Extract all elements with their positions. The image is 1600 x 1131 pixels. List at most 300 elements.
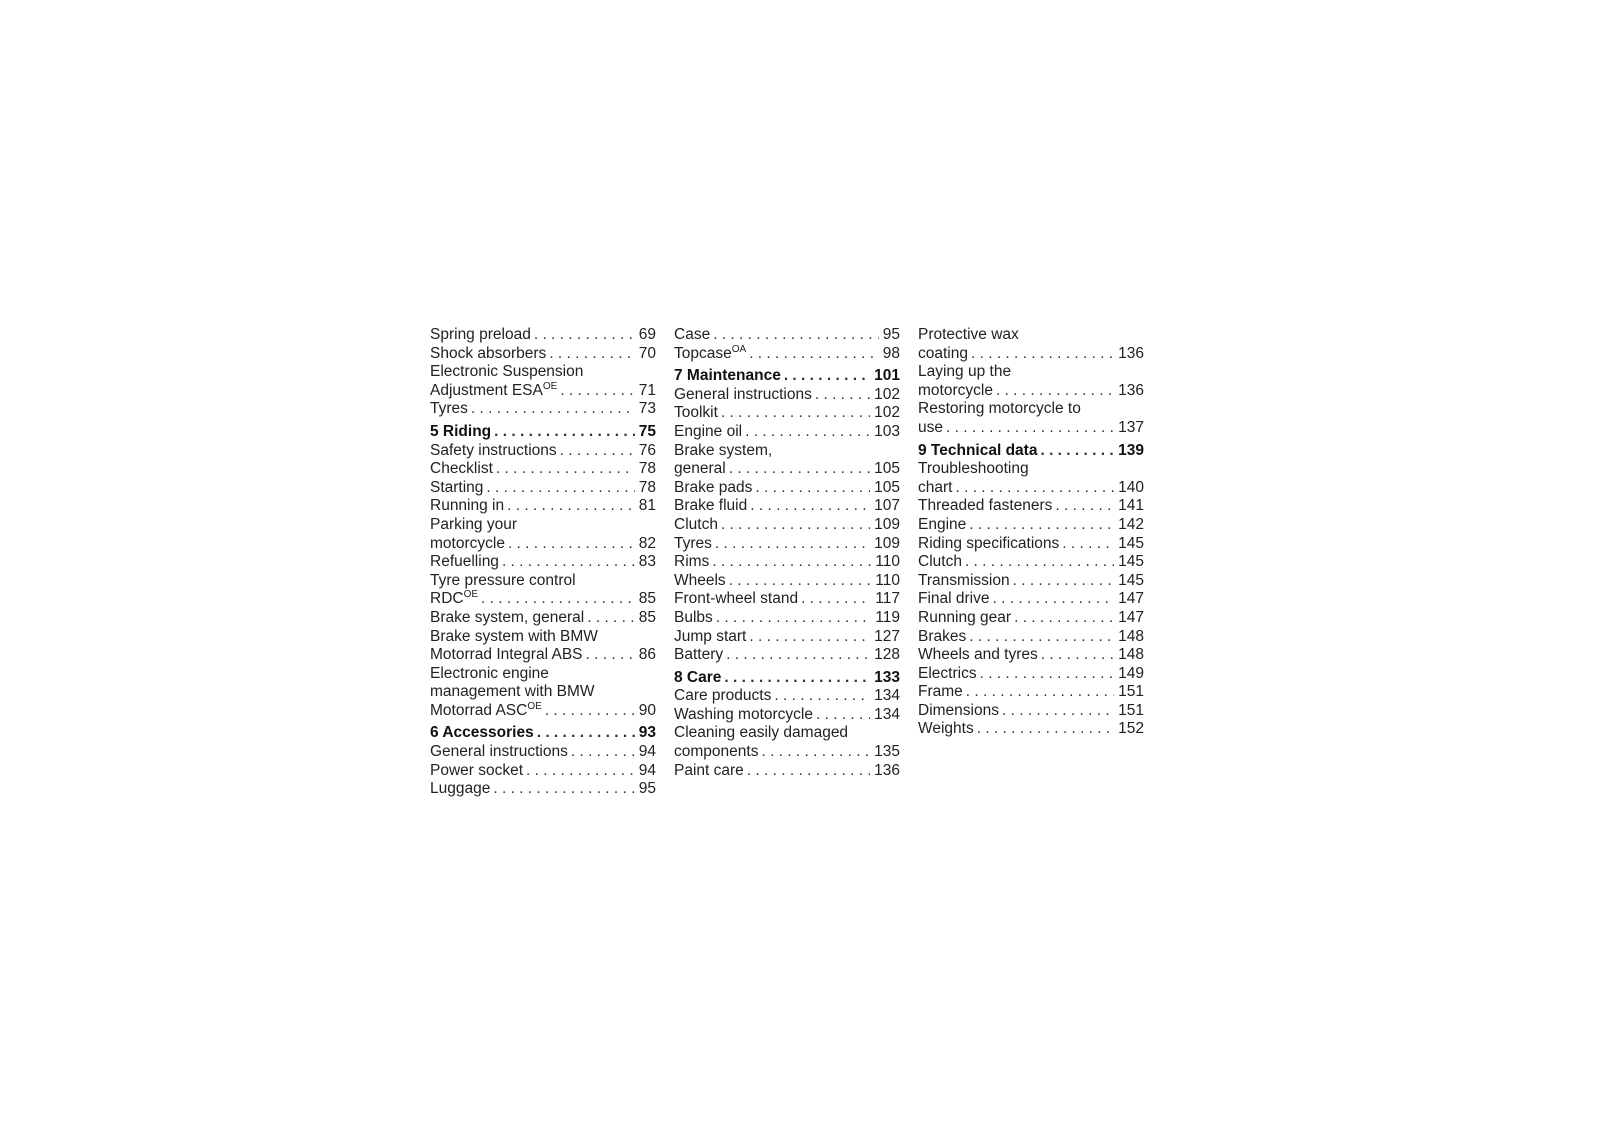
toc-entry-title <box>430 702 542 721</box>
toc-entry <box>674 479 900 498</box>
toc-page-number: 128 <box>874 646 900 664</box>
toc-page-number: 95 <box>638 780 656 798</box>
toc-entry-title-text: Battery <box>674 646 724 664</box>
toc-entry-title-text: 7 Maintenance <box>674 367 781 385</box>
toc-entry <box>918 590 1144 609</box>
toc-entry-title <box>918 516 966 535</box>
toc-entry-title <box>430 743 568 762</box>
toc-entry-title-text: 5 Riding <box>430 422 492 440</box>
toc-entry <box>430 609 656 628</box>
toc-entry <box>430 497 656 516</box>
toc-entry-row <box>430 382 656 401</box>
dot-leader <box>1040 442 1114 461</box>
toc-entry-row <box>674 404 900 423</box>
toc-entry-title <box>918 497 1052 516</box>
toc-entry-row <box>430 442 656 461</box>
toc-entry-row <box>674 516 900 535</box>
toc-entry-title-text: Safety instructions <box>430 441 557 459</box>
toc-page-number: 71 <box>638 381 656 399</box>
toc-entry <box>674 423 900 442</box>
toc-entry-title <box>430 780 490 799</box>
dot-leader <box>969 516 1114 535</box>
toc-chapter-heading <box>918 442 1144 461</box>
toc-entry-title-text: Checklist <box>430 460 493 478</box>
toc-entry-title-text: General instructions <box>674 385 812 403</box>
dot-leader <box>971 345 1114 364</box>
toc-entry-title <box>674 326 710 345</box>
toc-entry-row <box>430 780 656 799</box>
toc-entry-title <box>674 553 709 572</box>
toc-entry-title-line: Brake system with BMW <box>430 627 598 645</box>
toc-entry <box>918 400 1144 437</box>
dot-leader <box>815 386 870 405</box>
toc-entry-row <box>918 516 1144 535</box>
dot-leader <box>1062 535 1114 554</box>
toc-entry-title <box>674 572 726 591</box>
toc-entry <box>674 628 900 647</box>
toc-entry <box>674 516 900 535</box>
toc-page-number: 145 <box>1118 571 1144 589</box>
toc-entry-row <box>674 535 900 554</box>
toc-page-number: 101 <box>874 367 900 385</box>
dot-leader <box>712 553 871 572</box>
toc-entry <box>674 706 900 725</box>
dot-leader <box>507 497 635 516</box>
toc-entry-title-text: motorcycle <box>430 534 505 552</box>
toc-entry <box>430 665 656 721</box>
toc-entry-title-text: Electrics <box>918 664 977 682</box>
toc-page-number: 137 <box>1118 418 1144 436</box>
toc-entry-title-line: Parking your <box>430 515 518 533</box>
toc-entry-title <box>430 423 491 442</box>
dot-leader <box>1014 609 1114 628</box>
toc-page-number: 110 <box>875 571 900 589</box>
toc-page-number: 73 <box>638 400 656 418</box>
toc-entry <box>430 780 656 799</box>
toc-entry-title-text: chart <box>918 478 953 496</box>
toc-page-number: 90 <box>638 701 656 719</box>
toc-entry-title-text: Riding specifications <box>918 534 1060 552</box>
toc-page-number: 107 <box>874 497 900 515</box>
toc-entry-row <box>430 423 656 442</box>
toc-page-number: 149 <box>1118 664 1144 682</box>
toc-chapter-heading <box>430 423 656 442</box>
toc-page-number: 105 <box>874 478 900 496</box>
toc-entry-row <box>674 609 900 628</box>
toc-page-number: 78 <box>638 460 656 478</box>
toc-entry-title <box>674 345 746 364</box>
toc-entry-title-text: Jump start <box>674 627 747 645</box>
dot-leader <box>537 724 635 743</box>
dot-leader <box>560 442 635 461</box>
toc-entry-title-text: general <box>674 460 726 478</box>
toc-page-number: 119 <box>875 608 900 626</box>
toc-entry <box>674 386 900 405</box>
toc-page-number: 136 <box>1118 381 1144 399</box>
toc-entry-row <box>918 646 1144 665</box>
toc-entry-title-text: Clutch <box>674 515 718 533</box>
toc-entry-row <box>674 367 900 386</box>
toc-entry-title-line: Brake system, <box>674 441 773 459</box>
toc-page-number: 94 <box>638 761 656 779</box>
dot-leader <box>955 479 1114 498</box>
toc-entry-title <box>918 609 1011 628</box>
dot-leader <box>755 479 870 498</box>
toc-entry-row <box>430 724 656 743</box>
table-of-contents <box>430 326 1144 799</box>
dot-leader <box>749 628 870 647</box>
toc-entry-title <box>674 535 712 554</box>
toc-entry-title <box>918 683 963 702</box>
toc-page-number: 134 <box>874 705 900 723</box>
toc-entry-title <box>674 479 752 498</box>
toc-entry-title <box>918 535 1059 554</box>
dot-leader <box>993 590 1115 609</box>
toc-entry-title <box>918 419 943 438</box>
dot-leader <box>750 497 870 516</box>
toc-entry-row <box>918 720 1144 739</box>
toc-entry-row <box>430 400 656 419</box>
toc-entry-title-text: use <box>918 418 943 436</box>
toc-entry <box>430 479 656 498</box>
toc-entry-title-text: 8 Care <box>674 668 722 686</box>
toc-entry <box>674 535 900 554</box>
dot-leader <box>729 460 870 479</box>
toc-entry-row <box>918 479 1144 498</box>
dot-leader <box>560 382 634 401</box>
toc-entry <box>674 442 900 479</box>
toc-entry-title <box>918 345 968 364</box>
toc-entry <box>674 497 900 516</box>
toc-entry-title-text: Threaded fasteners <box>918 497 1053 515</box>
toc-entry-title-text: Front-wheel stand <box>674 590 799 608</box>
dot-leader <box>1055 497 1114 516</box>
toc-entry-row <box>430 479 656 498</box>
toc-entry-row <box>918 382 1144 401</box>
toc-entry-title <box>918 382 993 401</box>
dot-leader <box>966 683 1114 702</box>
toc-entry-title <box>674 646 723 665</box>
toc-chapter-heading <box>674 669 900 688</box>
toc-entry <box>674 404 900 423</box>
toc-entry-row <box>918 553 1144 572</box>
toc-chapter-heading <box>430 724 656 743</box>
toc-entry-row <box>674 479 900 498</box>
toc-page-number: 145 <box>1118 534 1144 552</box>
toc-entry-title <box>918 702 999 721</box>
toc-entry-title-text: Spring preload <box>430 326 531 343</box>
toc-entry <box>918 665 1144 684</box>
toc-entry-title-text: Care products <box>674 687 772 705</box>
toc-entry-title-text: Tyres <box>430 400 468 418</box>
toc-entry <box>674 345 900 364</box>
toc-entry-title-text: Brake pads <box>674 478 753 496</box>
toc-entry-title-text: RDC <box>430 590 464 608</box>
toc-page-number: 151 <box>1118 683 1144 701</box>
toc-entry-title-text: Engine <box>918 515 967 533</box>
toc-entry-title <box>918 572 1010 591</box>
toc-entry <box>430 442 656 461</box>
toc-entry-title-text: Brake fluid <box>674 497 748 515</box>
dot-leader <box>571 743 635 762</box>
toc-entry-title-text: Transmission <box>918 571 1010 589</box>
dot-leader <box>545 702 635 721</box>
toc-page-number: 85 <box>638 590 656 608</box>
toc-entry <box>674 687 900 706</box>
toc-entry-title-line: Laying up the <box>918 363 1012 381</box>
toc-entry-row <box>918 665 1144 684</box>
toc-entry-title <box>674 743 758 762</box>
toc-entry-title <box>918 665 977 684</box>
toc-entry-row <box>918 609 1144 628</box>
toc-entry <box>430 326 656 345</box>
toc-entry-row <box>918 497 1144 516</box>
toc-entry-title <box>430 345 546 364</box>
dot-leader <box>977 720 1114 739</box>
toc-page-number: 102 <box>874 385 900 403</box>
toc-entry-title <box>430 553 499 572</box>
toc-column-1 <box>430 326 656 799</box>
toc-entry <box>918 609 1144 628</box>
toc-entry-title-text: General instructions <box>430 743 568 761</box>
toc-entry-title-text: Refuelling <box>430 553 499 571</box>
toc-page-number: 136 <box>874 761 900 779</box>
toc-entry-title <box>918 720 974 739</box>
toc-entry-title <box>918 442 1037 461</box>
toc-entry <box>918 572 1144 591</box>
dot-leader <box>721 404 870 423</box>
dot-leader <box>729 572 872 591</box>
toc-entry-title-line: Cleaning easily damaged <box>674 724 849 742</box>
toc-page-number: 140 <box>1118 478 1144 496</box>
dot-leader <box>816 706 870 725</box>
toc-page-number: 78 <box>638 478 656 496</box>
toc-entry-row <box>674 687 900 706</box>
toc-entry <box>918 702 1144 721</box>
toc-page-number: 105 <box>874 460 900 478</box>
toc-entry-row <box>918 419 1144 438</box>
toc-entry-row <box>430 345 656 364</box>
toc-entry-row <box>674 497 900 516</box>
toc-entry-row <box>430 497 656 516</box>
toc-entry-row <box>918 535 1144 554</box>
toc-entry-title-text: Weights <box>918 720 974 738</box>
toc-entry-title-text: Frame <box>918 683 963 701</box>
dot-leader <box>726 646 870 665</box>
toc-entry-row <box>674 669 900 688</box>
toc-entry-title <box>674 706 813 725</box>
toc-entry-title-text: 9 Technical data <box>918 441 1038 459</box>
dot-leader <box>549 345 634 364</box>
toc-page-number: 145 <box>1118 553 1144 571</box>
dot-leader <box>761 743 870 762</box>
dot-leader <box>494 423 635 442</box>
toc-entry-title <box>674 460 726 479</box>
toc-entry <box>430 400 656 419</box>
toc-entry-title <box>430 724 534 743</box>
toc-entry-title-text: Wheels <box>674 571 726 589</box>
toc-entry-title <box>674 609 713 628</box>
toc-entry <box>674 590 900 609</box>
toc-entry-title <box>918 590 990 609</box>
dot-leader <box>946 419 1114 438</box>
dot-leader <box>980 665 1115 684</box>
toc-page-number: 127 <box>874 627 900 645</box>
dot-leader <box>969 628 1114 647</box>
toc-entry-row <box>430 535 656 554</box>
toc-entry-title <box>674 762 744 781</box>
dot-leader <box>502 553 635 572</box>
toc-page-number: 93 <box>638 724 656 742</box>
toc-entry <box>430 363 656 400</box>
toc-entry-row <box>430 609 656 628</box>
toc-entry-title <box>430 609 584 628</box>
toc-entry-title <box>674 669 721 688</box>
dot-leader <box>747 762 870 781</box>
toc-entry <box>918 460 1144 497</box>
toc-entry-row <box>918 590 1144 609</box>
toc-entry-title <box>430 479 483 498</box>
toc-page-number: 110 <box>875 553 900 571</box>
dot-leader <box>774 687 870 706</box>
toc-entry-row <box>430 553 656 572</box>
dot-leader <box>784 367 870 386</box>
toc-entry-row <box>674 572 900 591</box>
toc-entry-title-text: Case <box>674 326 711 343</box>
toc-entry-title <box>430 326 531 345</box>
equipment-superscript: OE <box>463 589 479 601</box>
toc-entry <box>430 553 656 572</box>
toc-page-number: 103 <box>874 422 900 440</box>
toc-page-number: 142 <box>1118 515 1144 533</box>
toc-entry-title <box>430 460 493 479</box>
toc-page-number: 117 <box>875 590 900 608</box>
dot-leader <box>486 479 634 498</box>
toc-page-number: 109 <box>874 534 900 552</box>
toc-entry-title <box>918 646 1038 665</box>
dot-leader <box>493 780 634 799</box>
toc-entry-row <box>674 460 900 479</box>
dot-leader <box>496 460 635 479</box>
toc-page-number: 102 <box>874 404 900 422</box>
toc-entry-title-line: Protective wax <box>918 326 1019 343</box>
toc-entry-title <box>674 386 812 405</box>
dot-leader <box>1013 572 1115 591</box>
equipment-superscript: OE <box>542 380 558 392</box>
dot-leader <box>526 762 635 781</box>
toc-page-number: 148 <box>1118 646 1144 664</box>
toc-entry-row <box>674 762 900 781</box>
toc-entry <box>674 609 900 628</box>
toc-entry <box>918 516 1144 535</box>
toc-page-number: 81 <box>638 497 656 515</box>
dot-leader <box>749 345 879 364</box>
toc-entry-title <box>430 400 468 419</box>
toc-entry-title <box>430 497 504 516</box>
dot-leader <box>996 382 1114 401</box>
toc-entry-title <box>918 553 962 572</box>
dot-leader <box>586 646 635 665</box>
dot-leader <box>716 609 872 628</box>
toc-column-3 <box>918 326 1144 799</box>
dot-leader <box>481 590 635 609</box>
toc-page-number: 76 <box>638 441 656 459</box>
toc-entry-row <box>674 646 900 665</box>
toc-entry-title-text: Running in <box>430 497 505 515</box>
toc-entry-row <box>430 590 656 609</box>
toc-entry-title-text: Tyres <box>674 534 712 552</box>
toc-entry-title-text: Dimensions <box>918 701 999 719</box>
dot-leader <box>713 326 879 345</box>
toc-entry-row <box>430 646 656 665</box>
toc-page-number: 148 <box>1118 627 1144 645</box>
toc-entry <box>430 572 656 609</box>
toc-page-number: 152 <box>1118 720 1144 738</box>
toc-entry-title-text: Adjustment ESA <box>430 381 543 399</box>
toc-page-number: 69 <box>638 326 656 343</box>
toc-entry-row <box>430 743 656 762</box>
toc-column-2 <box>674 326 900 799</box>
toc-page-number: 141 <box>1118 497 1144 515</box>
toc-entry-title-text: Brake system, general <box>430 608 585 626</box>
toc-page-number: 86 <box>638 646 656 664</box>
toc-entry-title-text: Rims <box>674 553 710 571</box>
toc-entry <box>918 628 1144 647</box>
toc-entry <box>674 724 900 761</box>
toc-entry <box>674 572 900 591</box>
toc-entry-title-text: Motorrad ASC <box>430 701 528 719</box>
dot-leader <box>1041 646 1114 665</box>
toc-entry-title <box>430 590 478 609</box>
dot-leader <box>715 535 870 554</box>
toc-entry-title <box>674 423 742 442</box>
toc-entry-title <box>674 404 718 423</box>
toc-entry-title <box>430 535 505 554</box>
toc-entry-title-line: management with BMW <box>430 683 595 701</box>
toc-page-number: 70 <box>638 344 656 362</box>
toc-page-number: 98 <box>882 344 900 362</box>
toc-page-number: 82 <box>638 534 656 552</box>
toc-page-number: 109 <box>874 515 900 533</box>
toc-entry-row <box>674 386 900 405</box>
dot-leader <box>1002 702 1114 721</box>
toc-entry-title <box>674 516 718 535</box>
toc-entry-title-line: Tyre pressure control <box>430 571 576 589</box>
toc-entry <box>430 516 656 553</box>
toc-entry-title <box>430 382 557 401</box>
toc-entry-title-line: Electronic engine <box>430 664 549 682</box>
toc-page-number: 139 <box>1118 441 1144 459</box>
toc-entry <box>674 326 900 345</box>
dot-leader <box>801 590 871 609</box>
toc-entry-row <box>918 572 1144 591</box>
toc-page-number: 135 <box>874 743 900 761</box>
toc-entry-title-text: Topcase <box>674 344 732 362</box>
toc-entry-title-text: Shock absorbers <box>430 344 547 362</box>
toc-entry <box>674 762 900 781</box>
toc-entry-title-text: Luggage <box>430 780 491 798</box>
toc-entry <box>918 497 1144 516</box>
toc-entry-row <box>430 326 656 345</box>
toc-entry-title <box>430 442 557 461</box>
toc-entry-title <box>430 762 523 781</box>
toc-entry <box>918 683 1144 702</box>
toc-entry-title-text: Toolkit <box>674 404 718 422</box>
toc-entry-title <box>918 479 952 498</box>
toc-page-number: 83 <box>638 553 656 571</box>
toc-entry-title <box>918 628 966 647</box>
toc-entry-title-text: Washing motorcycle <box>674 705 813 723</box>
